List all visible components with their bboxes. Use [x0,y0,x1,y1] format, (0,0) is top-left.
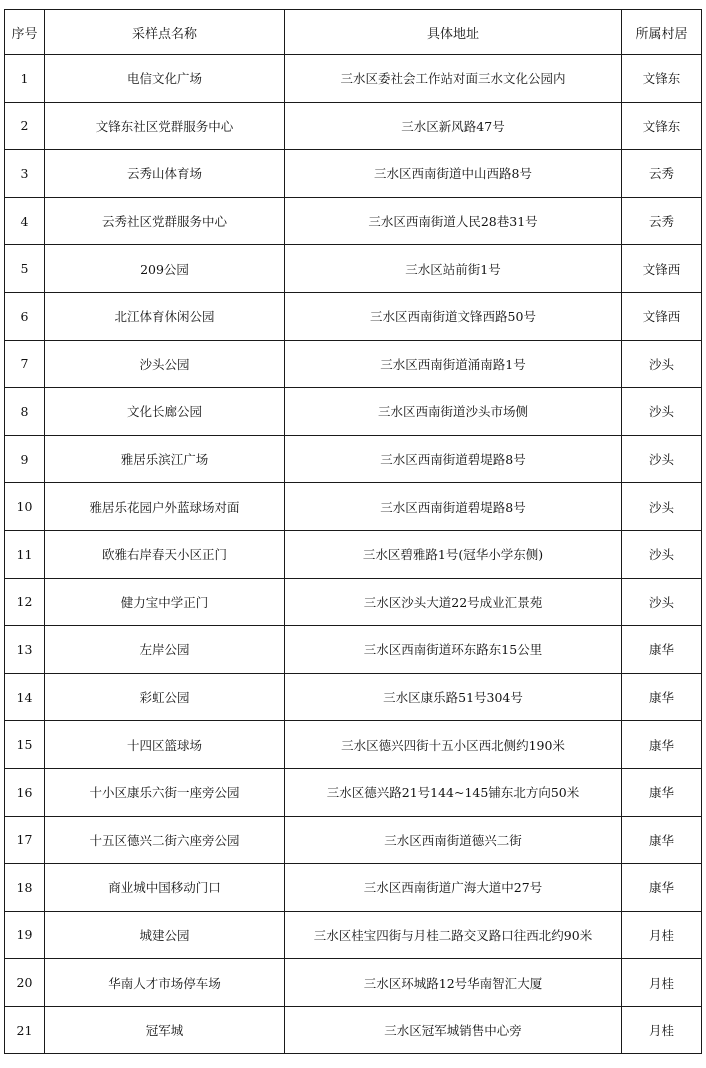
header-site-name: 采样点名称 [45,10,285,55]
table-row [5,197,702,245]
cell-site-name: 华南人才市场停车场 [45,959,285,1007]
cell-no: 10 [5,483,45,531]
cell-address: 三水区西南街道广海大道中27号 [285,864,622,912]
cell-site-name: 冠军城 [45,1006,285,1054]
cell-address: 三水区环城路12号华南智汇大厦 [285,959,622,1007]
cell-no: 6 [5,292,45,340]
sampling-sites-table [4,9,702,1054]
cell-village: 康华 [622,673,702,721]
cell-site-name: 沙头公园 [45,340,285,388]
cell-no: 1 [5,55,45,103]
cell-address: 三水区站前街1号 [285,245,622,293]
cell-address: 三水区委社会工作站对面三水文化公园内 [285,55,622,103]
header-address: 具体地址 [285,10,622,55]
cell-site-name: 彩虹公园 [45,673,285,721]
cell-site-name: 电信文化广场 [45,55,285,103]
cell-site-name: 城建公园 [45,911,285,959]
cell-village: 云秀 [622,150,702,198]
header-row [5,10,702,55]
cell-village: 云秀 [622,197,702,245]
cell-village: 文锋西 [622,245,702,293]
cell-village: 沙头 [622,388,702,436]
cell-village: 月桂 [622,1006,702,1054]
table-row [5,150,702,198]
cell-address: 三水区沙头大道22号成业汇景苑 [285,578,622,626]
cell-no: 13 [5,626,45,674]
table-row [5,673,702,721]
cell-no: 15 [5,721,45,769]
cell-address: 三水区桂宝四街与月桂二路交叉路口往西北约90米 [285,911,622,959]
cell-address: 三水区西南街道碧堤路8号 [285,483,622,531]
header-no: 序号 [5,10,45,55]
cell-site-name: 十四区篮球场 [45,721,285,769]
table-row [5,483,702,531]
table-row [5,245,702,293]
cell-village: 沙头 [622,530,702,578]
table-row [5,340,702,388]
cell-site-name: 文锋东社区党群服务中心 [45,102,285,150]
table-header [5,10,702,55]
cell-address: 三水区德兴四街十五小区西北侧约190米 [285,721,622,769]
cell-site-name: 云秀社区党群服务中心 [45,197,285,245]
cell-village: 文锋东 [622,55,702,103]
cell-village: 康华 [622,626,702,674]
cell-village: 康华 [622,864,702,912]
cell-site-name: 左岸公园 [45,626,285,674]
cell-address: 三水区西南街道碧堤路8号 [285,435,622,483]
cell-no: 21 [5,1006,45,1054]
cell-village: 康华 [622,721,702,769]
cell-address: 三水区西南街道沙头市场侧 [285,388,622,436]
cell-no: 2 [5,102,45,150]
table-row [5,388,702,436]
table-row [5,864,702,912]
cell-no: 14 [5,673,45,721]
cell-village: 康华 [622,816,702,864]
table-row [5,55,702,103]
cell-address: 三水区新风路47号 [285,102,622,150]
cell-site-name: 北江体育休闲公园 [45,292,285,340]
cell-village: 沙头 [622,483,702,531]
cell-village: 沙头 [622,435,702,483]
cell-address: 三水区西南街道德兴二街 [285,816,622,864]
cell-no: 20 [5,959,45,1007]
cell-no: 12 [5,578,45,626]
cell-no: 5 [5,245,45,293]
table-row [5,626,702,674]
table-body [5,55,702,1054]
table-row [5,959,702,1007]
cell-site-name: 云秀山体育场 [45,150,285,198]
header-village: 所属村居 [622,10,702,55]
table-row [5,530,702,578]
cell-address: 三水区碧雅路1号(冠华小学东侧) [285,530,622,578]
cell-no: 8 [5,388,45,436]
cell-address: 三水区西南街道中山西路8号 [285,150,622,198]
cell-no: 16 [5,768,45,816]
table-row [5,816,702,864]
cell-no: 18 [5,864,45,912]
cell-site-name: 商业城中国移动门口 [45,864,285,912]
cell-site-name: 健力宝中学正门 [45,578,285,626]
cell-village: 文锋东 [622,102,702,150]
cell-site-name: 209公园 [45,245,285,293]
table-row [5,102,702,150]
cell-address: 三水区西南街道涌南路1号 [285,340,622,388]
cell-address: 三水区冠军城销售中心旁 [285,1006,622,1054]
table-row [5,578,702,626]
cell-address: 三水区康乐路51号304号 [285,673,622,721]
cell-village: 沙头 [622,578,702,626]
cell-address: 三水区西南街道环东路东15公里 [285,626,622,674]
cell-no: 11 [5,530,45,578]
cell-site-name: 十五区德兴二街六座旁公园 [45,816,285,864]
cell-address: 三水区西南街道文锋西路50号 [285,292,622,340]
cell-site-name: 十小区康乐六街一座旁公园 [45,768,285,816]
cell-no: 3 [5,150,45,198]
table-row [5,911,702,959]
cell-village: 月桂 [622,959,702,1007]
cell-site-name: 欧雅右岸春天小区正门 [45,530,285,578]
cell-site-name: 雅居乐滨江广场 [45,435,285,483]
cell-no: 7 [5,340,45,388]
cell-village: 月桂 [622,911,702,959]
table-row [5,1006,702,1054]
cell-village: 康华 [622,768,702,816]
table-row [5,721,702,769]
cell-no: 19 [5,911,45,959]
table-row [5,435,702,483]
cell-address: 三水区西南街道人民28巷31号 [285,197,622,245]
table-row [5,292,702,340]
cell-village: 沙头 [622,340,702,388]
cell-no: 9 [5,435,45,483]
table-row [5,768,702,816]
cell-site-name: 文化长廊公园 [45,388,285,436]
cell-no: 17 [5,816,45,864]
cell-village: 文锋西 [622,292,702,340]
cell-no: 4 [5,197,45,245]
cell-site-name: 雅居乐花园户外蓝球场对面 [45,483,285,531]
cell-address: 三水区德兴路21号144~145铺东北方向50米 [285,768,622,816]
